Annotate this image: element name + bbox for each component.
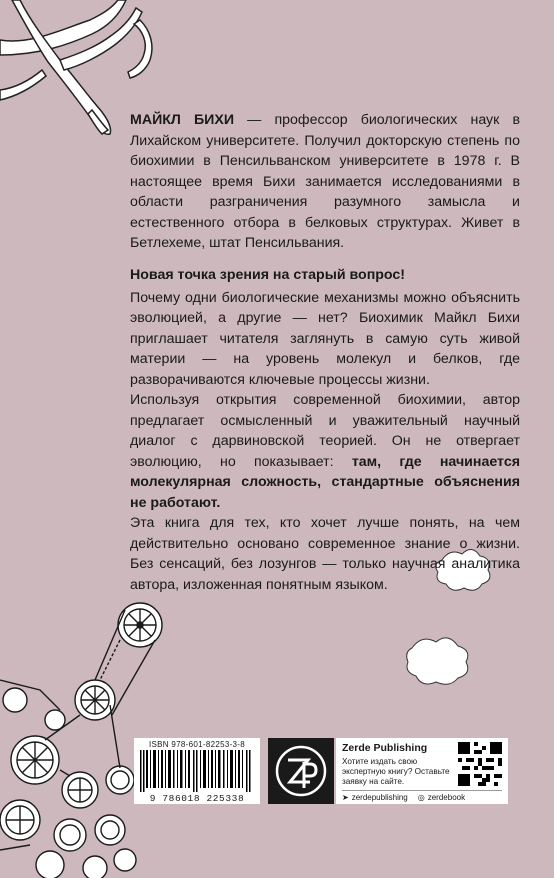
description-paragraph-2-start: Используя открытия современной биохимии, автор предлагает осмысленный и уважительный научный диалог с дарвиновской теорией. Он не отвергает эволюцию, но показывает: (130, 392, 520, 470)
author-bio-text: — профессор биологических наук в Лихайском университете. Получил докторскую степень по биохимии в Пенсильванском университете в 1978 г. В настоящее время Бихи занимается исследованиями в области разграничения разумного замысла и естественного отбора в белковых структурах. Живет в Бетлехеме, штат Пенсильвания. (130, 112, 520, 251)
description-paragraph-2-bold: там, где начинается молекулярная сложность, стандартные объяснения не работают. (130, 453, 520, 511)
zp-logo-icon (268, 738, 334, 804)
author-bio (130, 110, 520, 254)
telegram-icon: ➤ (342, 793, 349, 802)
qr-code-icon (458, 742, 502, 786)
instagram-handle: zerdebook (427, 793, 466, 802)
publisher-cta: Хотите издать свою экспертную книгу? Оставьте заявку на сайте. (342, 757, 450, 786)
barcode-digits: 9 786018 225338 (149, 793, 245, 804)
publisher-divider (342, 790, 502, 791)
instagram-link[interactable] (418, 793, 465, 802)
instagram-icon: ◎ (417, 793, 425, 802)
description-paragraph-2 (130, 390, 520, 513)
author-name: МАЙКЛ БИХИ (130, 112, 235, 128)
description-heading: Новая точка зрения на старый вопрос! (130, 267, 406, 283)
publisher-info (336, 738, 508, 804)
telegram-handle: zerdepublishing (351, 793, 408, 802)
barcode-icon (140, 750, 254, 792)
description-paragraph-3: Эта книга для тех, кто хочет лучше понять, на чем действительно основано современное знание о жизни. Без сенсаций, без лозунгов — только научная аналитика автора, изложенная понятным языком. (130, 515, 520, 593)
description-paragraph-1: Почему одни биологические механизмы можно объяснить эволюцией, а другие — нет? Биохимик Майкл Бихи приглашает читателя заглянуть в самую суть живой материи — на уровень молекул и белков, где разворачиваются ключевые процессы жизни. (130, 289, 520, 388)
publisher-logo (268, 738, 334, 804)
telegram-link[interactable] (342, 793, 408, 802)
publisher-name: Zerde Publishing (342, 742, 428, 754)
publisher-social (342, 793, 465, 802)
isbn-barcode (134, 738, 260, 804)
isbn-label: ISBN 978-601-82253-3-8 (149, 740, 245, 749)
book-description (130, 265, 520, 595)
